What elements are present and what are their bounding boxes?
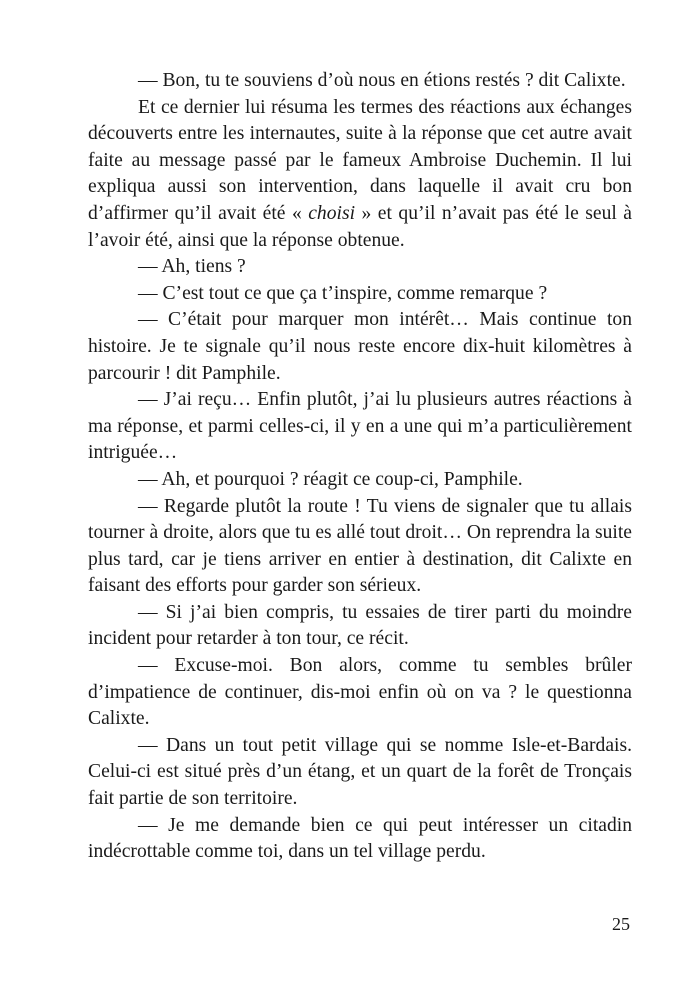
paragraph-3: — Ah, tiens ? (138, 256, 246, 278)
italic-word: choisi (308, 202, 356, 224)
paragraph-8: — Regarde plutôt la route ! Tu viens de signaler que tu allais tourner à droite, alors que tu es allé tout droit… On reprendra la suite plus tard, car je tiens arriver en entier à destination, dit Calixte en faisant des efforts pour garder son sérieux. (88, 495, 632, 597)
paragraph-2-text-start: Et ce dernier lui résuma les termes des réactions aux échanges découverts entre les internautes, suite à la réponse que cet autre avait faite au message passé par le fameux Ambroise Duchemin. Il lui expliqua aussi son intervention, dans laquelle il avait cru bon d’affirmer qu’il avait été « (88, 96, 632, 224)
paragraph-9: — Si j’ai bien compris, tu essaies de tirer parti du moindre incident pour retarder à ton tour, ce récit. (88, 601, 632, 650)
paragraph-4: — C’est tout ce que ça t’inspire, comme remarque ? (138, 282, 548, 304)
paragraph-12: — Je me demande bien ce qui peut intéresser un citadin indécrottable comme toi, dans un tel village perdu. (88, 814, 632, 863)
paragraph-2-text-end: » et qu’il n’avait pas été le seul à l’avoir été, ainsi que la réponse obtenue. (88, 202, 632, 251)
page-body (88, 68, 632, 866)
paragraph-10: — Excuse-moi. Bon alors, comme tu sembles brûler d’impatience de continuer, dis-moi enfin où on va ? le questionna Calixte. (88, 655, 632, 730)
paragraph-6: — J’ai reçu… Enfin plutôt, j’ai lu plusieurs autres réactions à ma réponse, et parmi celles-ci, il y en a une qui m’a particulièrement intriguée… (88, 389, 632, 464)
paragraph-7: — Ah, et pourquoi ? réagit ce coup-ci, Pamphile. (138, 468, 523, 490)
paragraph-5: — C’était pour marquer mon intérêt… Mais continue ton histoire. Je te signale qu’il nous reste encore dix-huit kilomètres à parcourir ! dit Pamphile. (88, 309, 632, 384)
paragraph-2 (88, 95, 632, 255)
page-number: 25 (612, 914, 630, 934)
paragraph-11: — Dans un tout petit village qui se nomme Isle-et-Bardais. Celui-ci est situé près d’un étang, et un quart de la forêt de Tronçais fait partie de son territoire. (88, 734, 632, 810)
paragraph-1: — Bon, tu te souviens d’où nous en étions restés ? dit Calixte. (138, 70, 626, 91)
